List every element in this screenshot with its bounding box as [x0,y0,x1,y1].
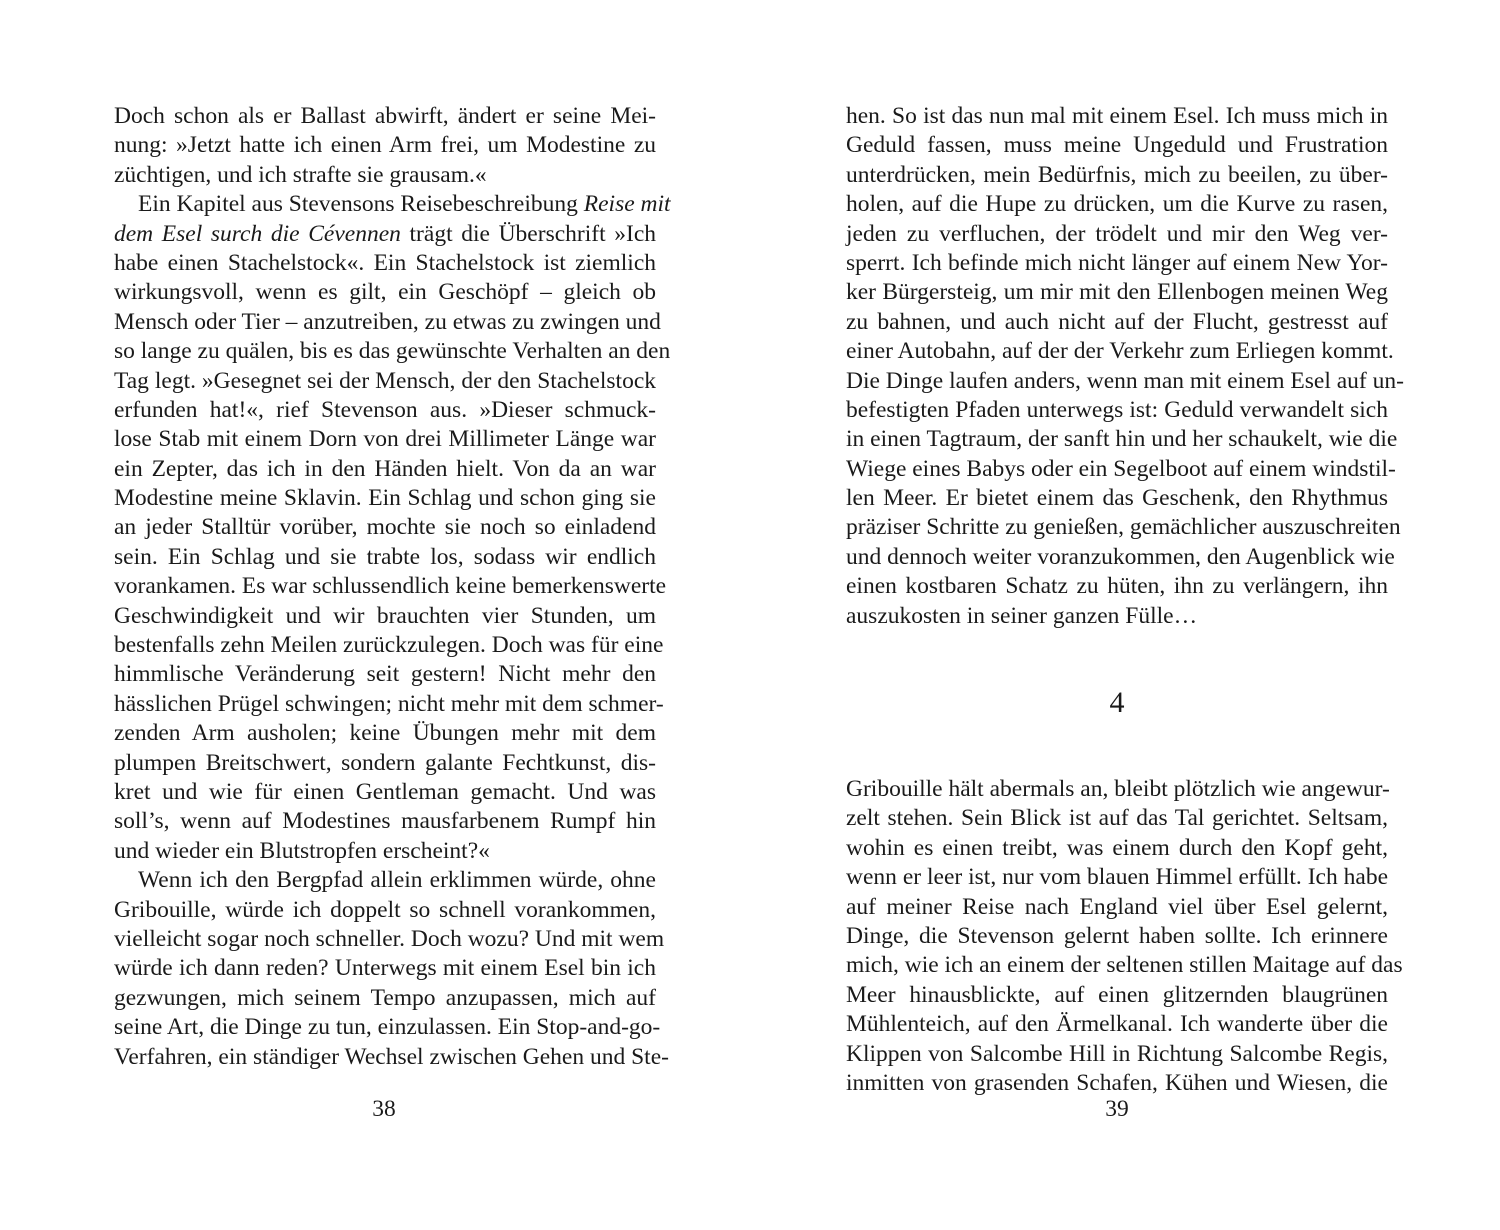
text-line: Mensch oder Tier – anzutreiben, zu etwas zu zwingen und [114,308,661,335]
text-line: Klippen von Salcombe Hill in Richtung Salcombe Regis, [846,1040,1388,1067]
text-line: präziser Schritte zu genießen, gemächlicher auszuschreiten [846,514,1401,541]
text-line: hässlichen Prügel schwingen; nicht mehr mit dem schmer- [114,690,664,717]
text-line: dem Esel surch die Cévennen trägt die Überschrift »Ich [114,220,656,247]
text-line: lose Stab mit einem Dorn von drei Millimeter Länge war [114,426,656,453]
text-line: ein Zepter, das ich in den Händen hielt. Von da an war [114,455,656,482]
text-line: holen, auf die Hupe zu drücken, um die Kurve zu rasen, [846,191,1388,218]
text-line: Modestine meine Sklavin. Ein Schlag und schon ging sie [114,485,656,512]
text-line: plumpen Breitschwert, sondern galante Fechtkunst, dis- [114,749,656,776]
text-line: zenden Arm ausholen; keine Übungen mehr mit dem [114,720,656,747]
text-line: len Meer. Er bietet einem das Geschenk, den Rhythmus [846,485,1388,512]
text-line: ker Bürgersteig, um mir mit den Ellenbogen meinen Weg [846,279,1388,306]
text-line: züchtigen, und ich strafte sie grausam.« [114,161,487,188]
text-line: nung: »Jetzt hatte ich einen Arm frei, um Modestine zu [114,132,656,159]
text-line: seine Art, die Dinge zu tun, einzulassen. Ein Stop-and-go- [114,1014,661,1041]
text-line: Wenn ich den Bergpfad allein erklimmen würde, ohne [138,867,656,894]
text-line: in einen Tagtraum, der sanft hin und her schaukelt, wie die [846,426,1398,453]
text-line: Verfahren, ein ständiger Wechsel zwischen Gehen und Ste- [114,1043,669,1070]
text-line: Tag legt. »Gesegnet sei der Mensch, der den Stachelstock [114,367,656,394]
page-number-right: 39 [1105,1096,1129,1122]
text-line: himmlische Veränderung seit gestern! Nicht mehr den [114,661,656,688]
text-line: soll’s, wenn auf Modestines mausfarbenem Rumpf hin [114,808,656,835]
text-line: sperrt. Ich befinde mich nicht länger auf einem New Yor- [846,249,1388,276]
text-line: Mühlenteich, auf den Ärmelkanal. Ich wanderte über die [846,1011,1388,1038]
right-page [846,102,1404,1098]
text-line: an jeder Stalltür vorüber, mochte sie noch so einladend [114,514,656,541]
text-line: mich, wie ich an einem der seltenen stillen Maitage auf das [846,952,1403,979]
text-line: einer Autobahn, auf der der Verkehr zum Erliegen kommt. [846,338,1394,365]
text-line: sein. Ein Schlag und sie trabte los, sodass wir endlich [114,543,656,570]
text-line: Dinge, die Stevenson gelernt haben sollte. Ich erinnere [846,922,1388,949]
text-line: wenn er leer ist, nur vom blauen Himmel erfüllt. Ich habe [846,864,1388,891]
text-line: habe einen Stachelstock«. Ein Stachelstock ist ziemlich [114,249,656,276]
text-line: vielleicht sogar noch schneller. Doch wozu? Und mit wem [114,925,665,952]
text-line: Wiege eines Babys oder ein Segelboot auf einem windstil- [846,455,1396,482]
text-line: hen. So ist das nun mal mit einem Esel. Ich muss mich in [846,103,1388,129]
text-line: so lange zu quälen, bis es das gewünschte Verhalten an den [114,338,671,365]
text-line: wirkungsvoll, wenn es gilt, ein Geschöpf – gleich ob [114,279,656,306]
text-line: zelt stehen. Sein Blick ist auf das Tal gerichtet. Seltsam, [846,805,1388,832]
text-line: zu bahnen, und auch nicht auf der Flucht, gestresst auf [846,308,1388,335]
text-line: Gribouille hält abermals an, bleibt plötzlich wie angewur- [846,776,1390,803]
text-line: und wieder ein Blutstropfen erscheint?« [114,837,490,864]
text-line: und dennoch weiter voranzukommen, den Augenblick wie [846,543,1395,570]
text-line: vorankamen. Es war schlussendlich keine bemerkenswerte [114,573,667,600]
text-line: inmitten von grasenden Schafen, Kühen und Wiesen, die [846,1069,1388,1096]
text-line: gezwungen, mich seinem Tempo anzupassen, mich auf [114,984,656,1011]
text-line: Gribouille, würde ich doppelt so schnell vorankommen, [114,896,656,923]
page-number-left: 38 [372,1096,396,1122]
text-line: unterdrücken, mein Bedürfnis, mich zu beeilen, zu über- [846,161,1388,188]
text-line: bestenfalls zehn Meilen zurückzulegen. Doch was für eine [114,632,664,659]
text-line: erfunden hat!«, rief Stevenson aus. »Dieser schmuck- [114,396,656,423]
text-line: kret und wie für einen Gentleman gemacht. Und was [114,778,656,805]
chapter-number: 4 [1109,686,1125,720]
text-line: Ein Kapitel aus Stevensons Reisebeschreibung Reise mit [138,191,671,218]
text-line: jeden zu verfluchen, der trödelt und mir den Weg ver- [846,220,1388,247]
text-line: wohin es einen treibt, was einem durch den Kopf geht, [846,834,1388,861]
text-line: auszukosten in seiner ganzen Fülle… [846,602,1198,629]
text-line: Die Dinge laufen anders, wenn man mit einem Esel auf un- [846,367,1404,394]
text-line: würde ich dann reden? Unterwegs mit einem Esel bin ich [114,955,656,982]
text-line: Geschwindigkeit und wir brauchten vier Stunden, um [114,602,656,629]
text-line: Geduld fassen, muss meine Ungeduld und Frustration [846,132,1388,159]
text-line: auf meiner Reise nach England viel über Esel gelernt, [846,893,1388,920]
text-line: einen kostbaren Schatz zu hüten, ihn zu verlängern, ihn [846,573,1388,600]
text-line: befestigten Pfaden unterwegs ist: Geduld verwandelt sich [846,396,1388,423]
text-line: Meer hinausblickte, auf einen glitzernden blaugrünen [846,981,1388,1008]
text-line: Doch schon als er Ballast abwirft, ändert er seine Mei- [114,103,656,129]
left-page [114,102,671,1072]
